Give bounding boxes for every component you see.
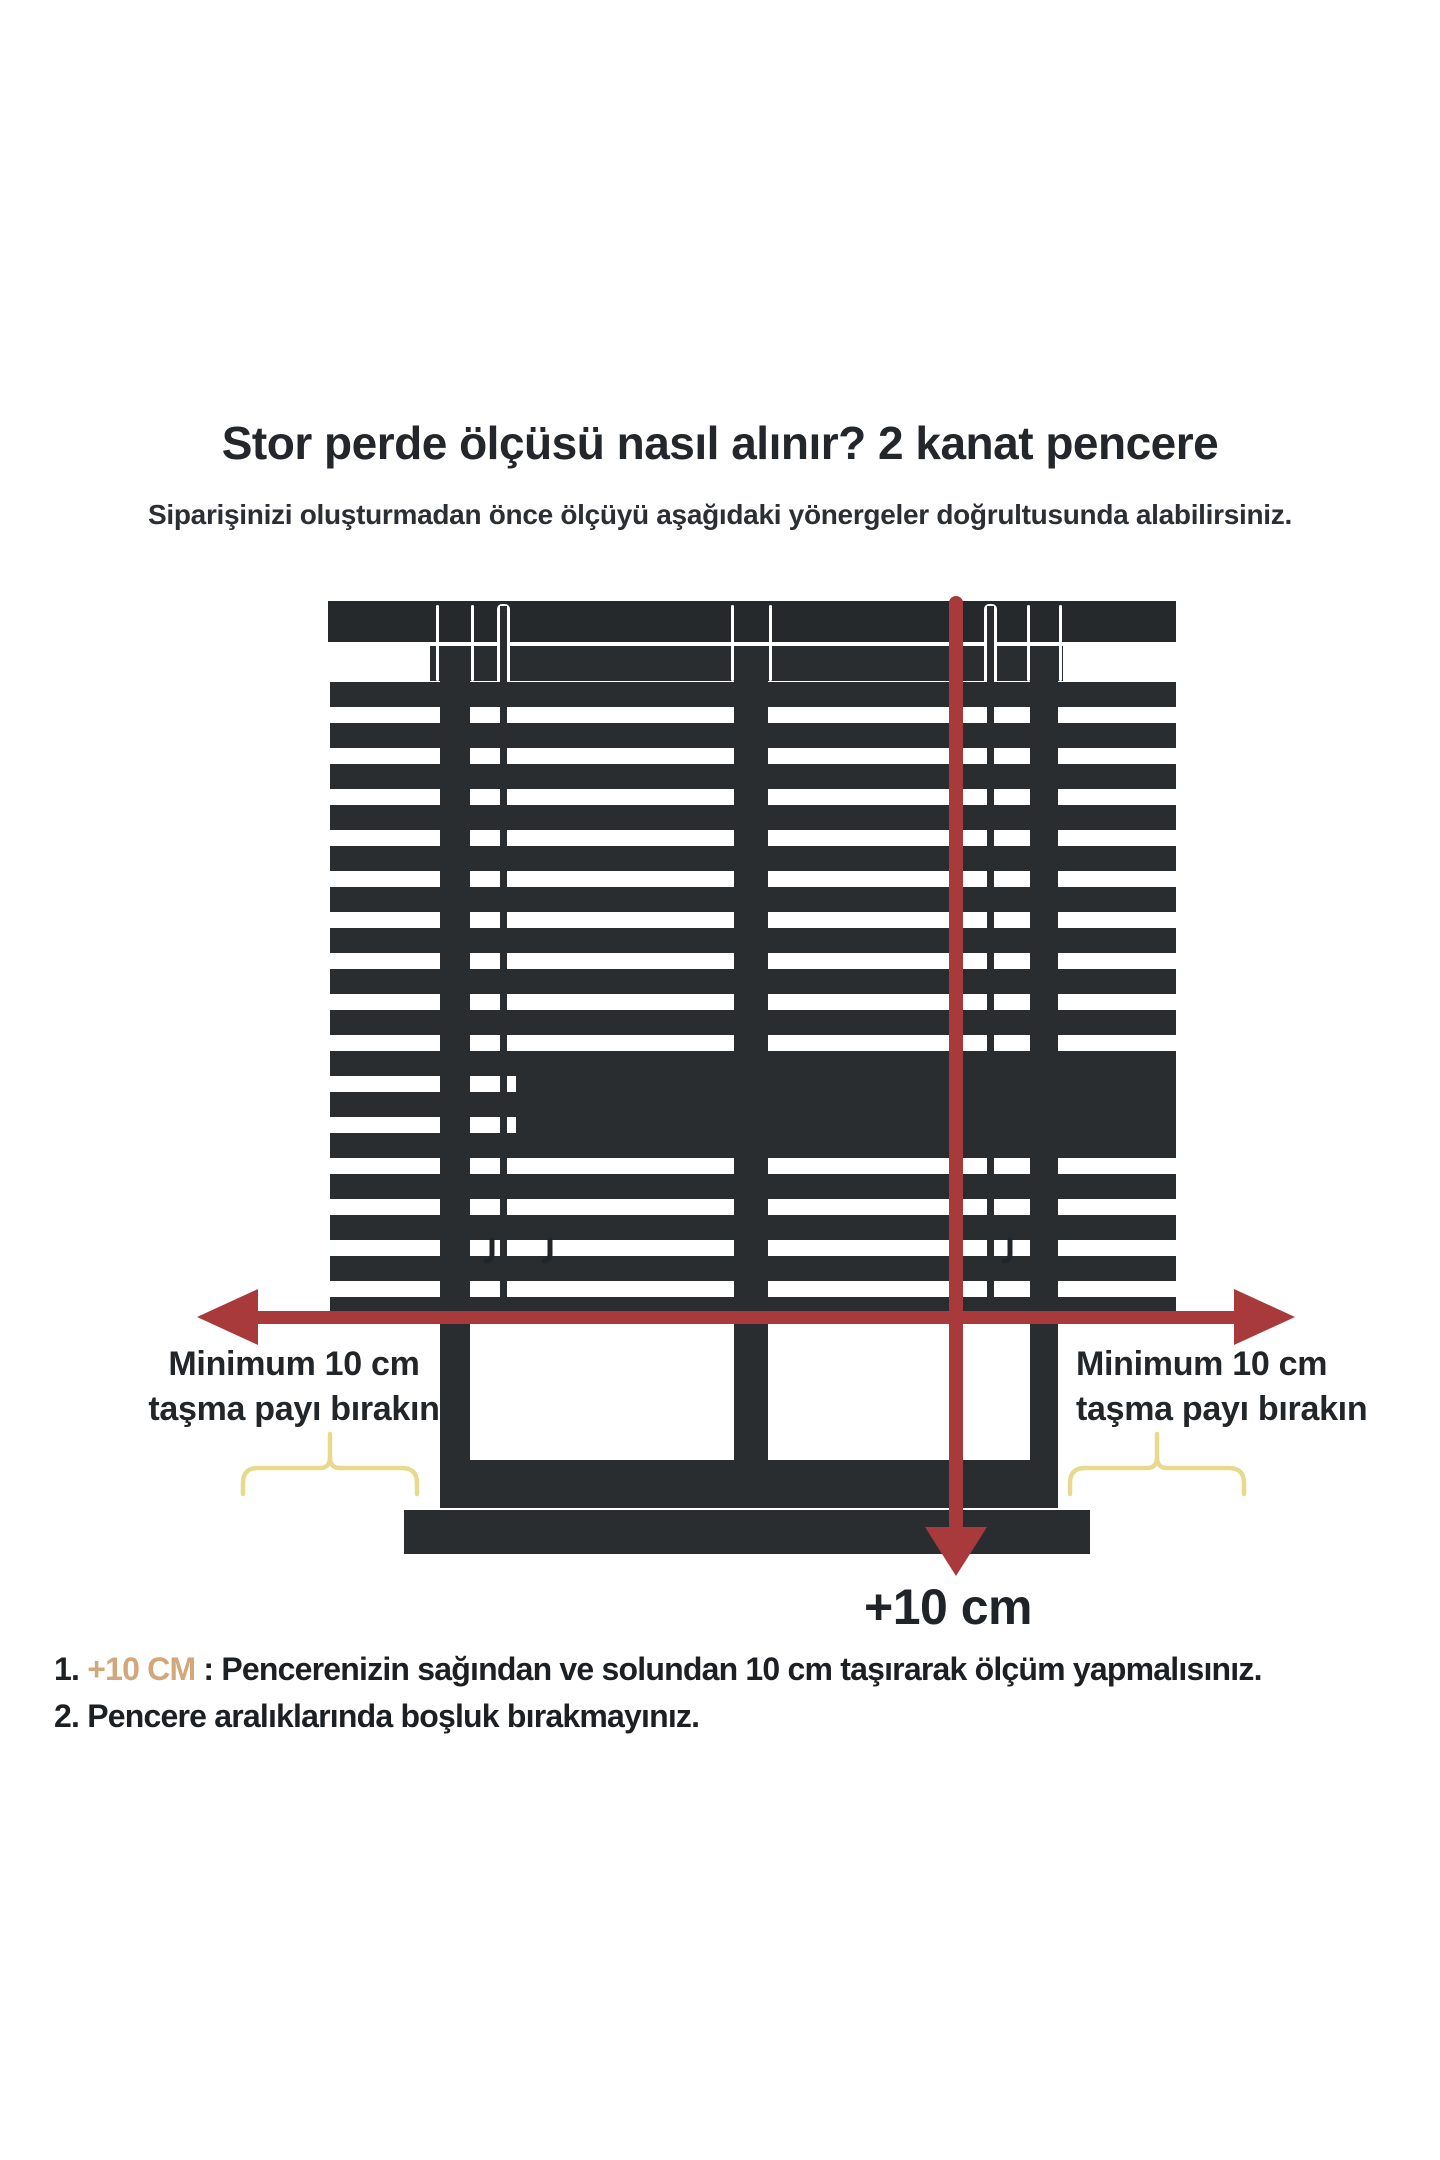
right-overhang-note — [1076, 1342, 1436, 1432]
page-subtitle: Siparişinizi oluşturmadan önce ölçüyü aşağıdaki yönergeler doğrultusunda alabilirsiniz. — [148, 499, 1292, 530]
footnote-2 — [54, 1693, 1414, 1740]
page-title: Stor perde ölçüsü nasıl alınır? 2 kanat pencere — [221, 417, 1219, 469]
right-note-line1: Minimum 10 cm — [1076, 1345, 1328, 1383]
footnote-2-text: Pencere aralıklarında boşluk bırakmayınız. — [87, 1698, 700, 1734]
closed-slat-band — [516, 1051, 1176, 1136]
footnote-1-highlight: +10 CM — [87, 1651, 196, 1687]
footnote-2-number: 2. — [54, 1698, 88, 1734]
footnote-1 — [54, 1646, 1414, 1693]
footnote-1-text: : Pencerenizin sağından ve solundan 10 cm taşırarak ölçüm yapmalısınız. — [195, 1651, 1262, 1687]
blind-headrail — [328, 601, 1176, 642]
left-note-line2: taşma payı bırakın — [148, 1390, 440, 1428]
right-note-line2: taşma payı bırakın — [1076, 1390, 1368, 1428]
footnote-1-number: 1. — [54, 1651, 88, 1687]
right-overhang-bracket — [1070, 1434, 1244, 1494]
footnotes — [54, 1646, 1414, 1740]
left-note-line1: Minimum 10 cm — [168, 1345, 420, 1383]
left-overhang-bracket — [243, 1434, 417, 1494]
plus-10-cm-label: +10 cm — [864, 1579, 1032, 1635]
left-overhang-note — [118, 1342, 470, 1432]
